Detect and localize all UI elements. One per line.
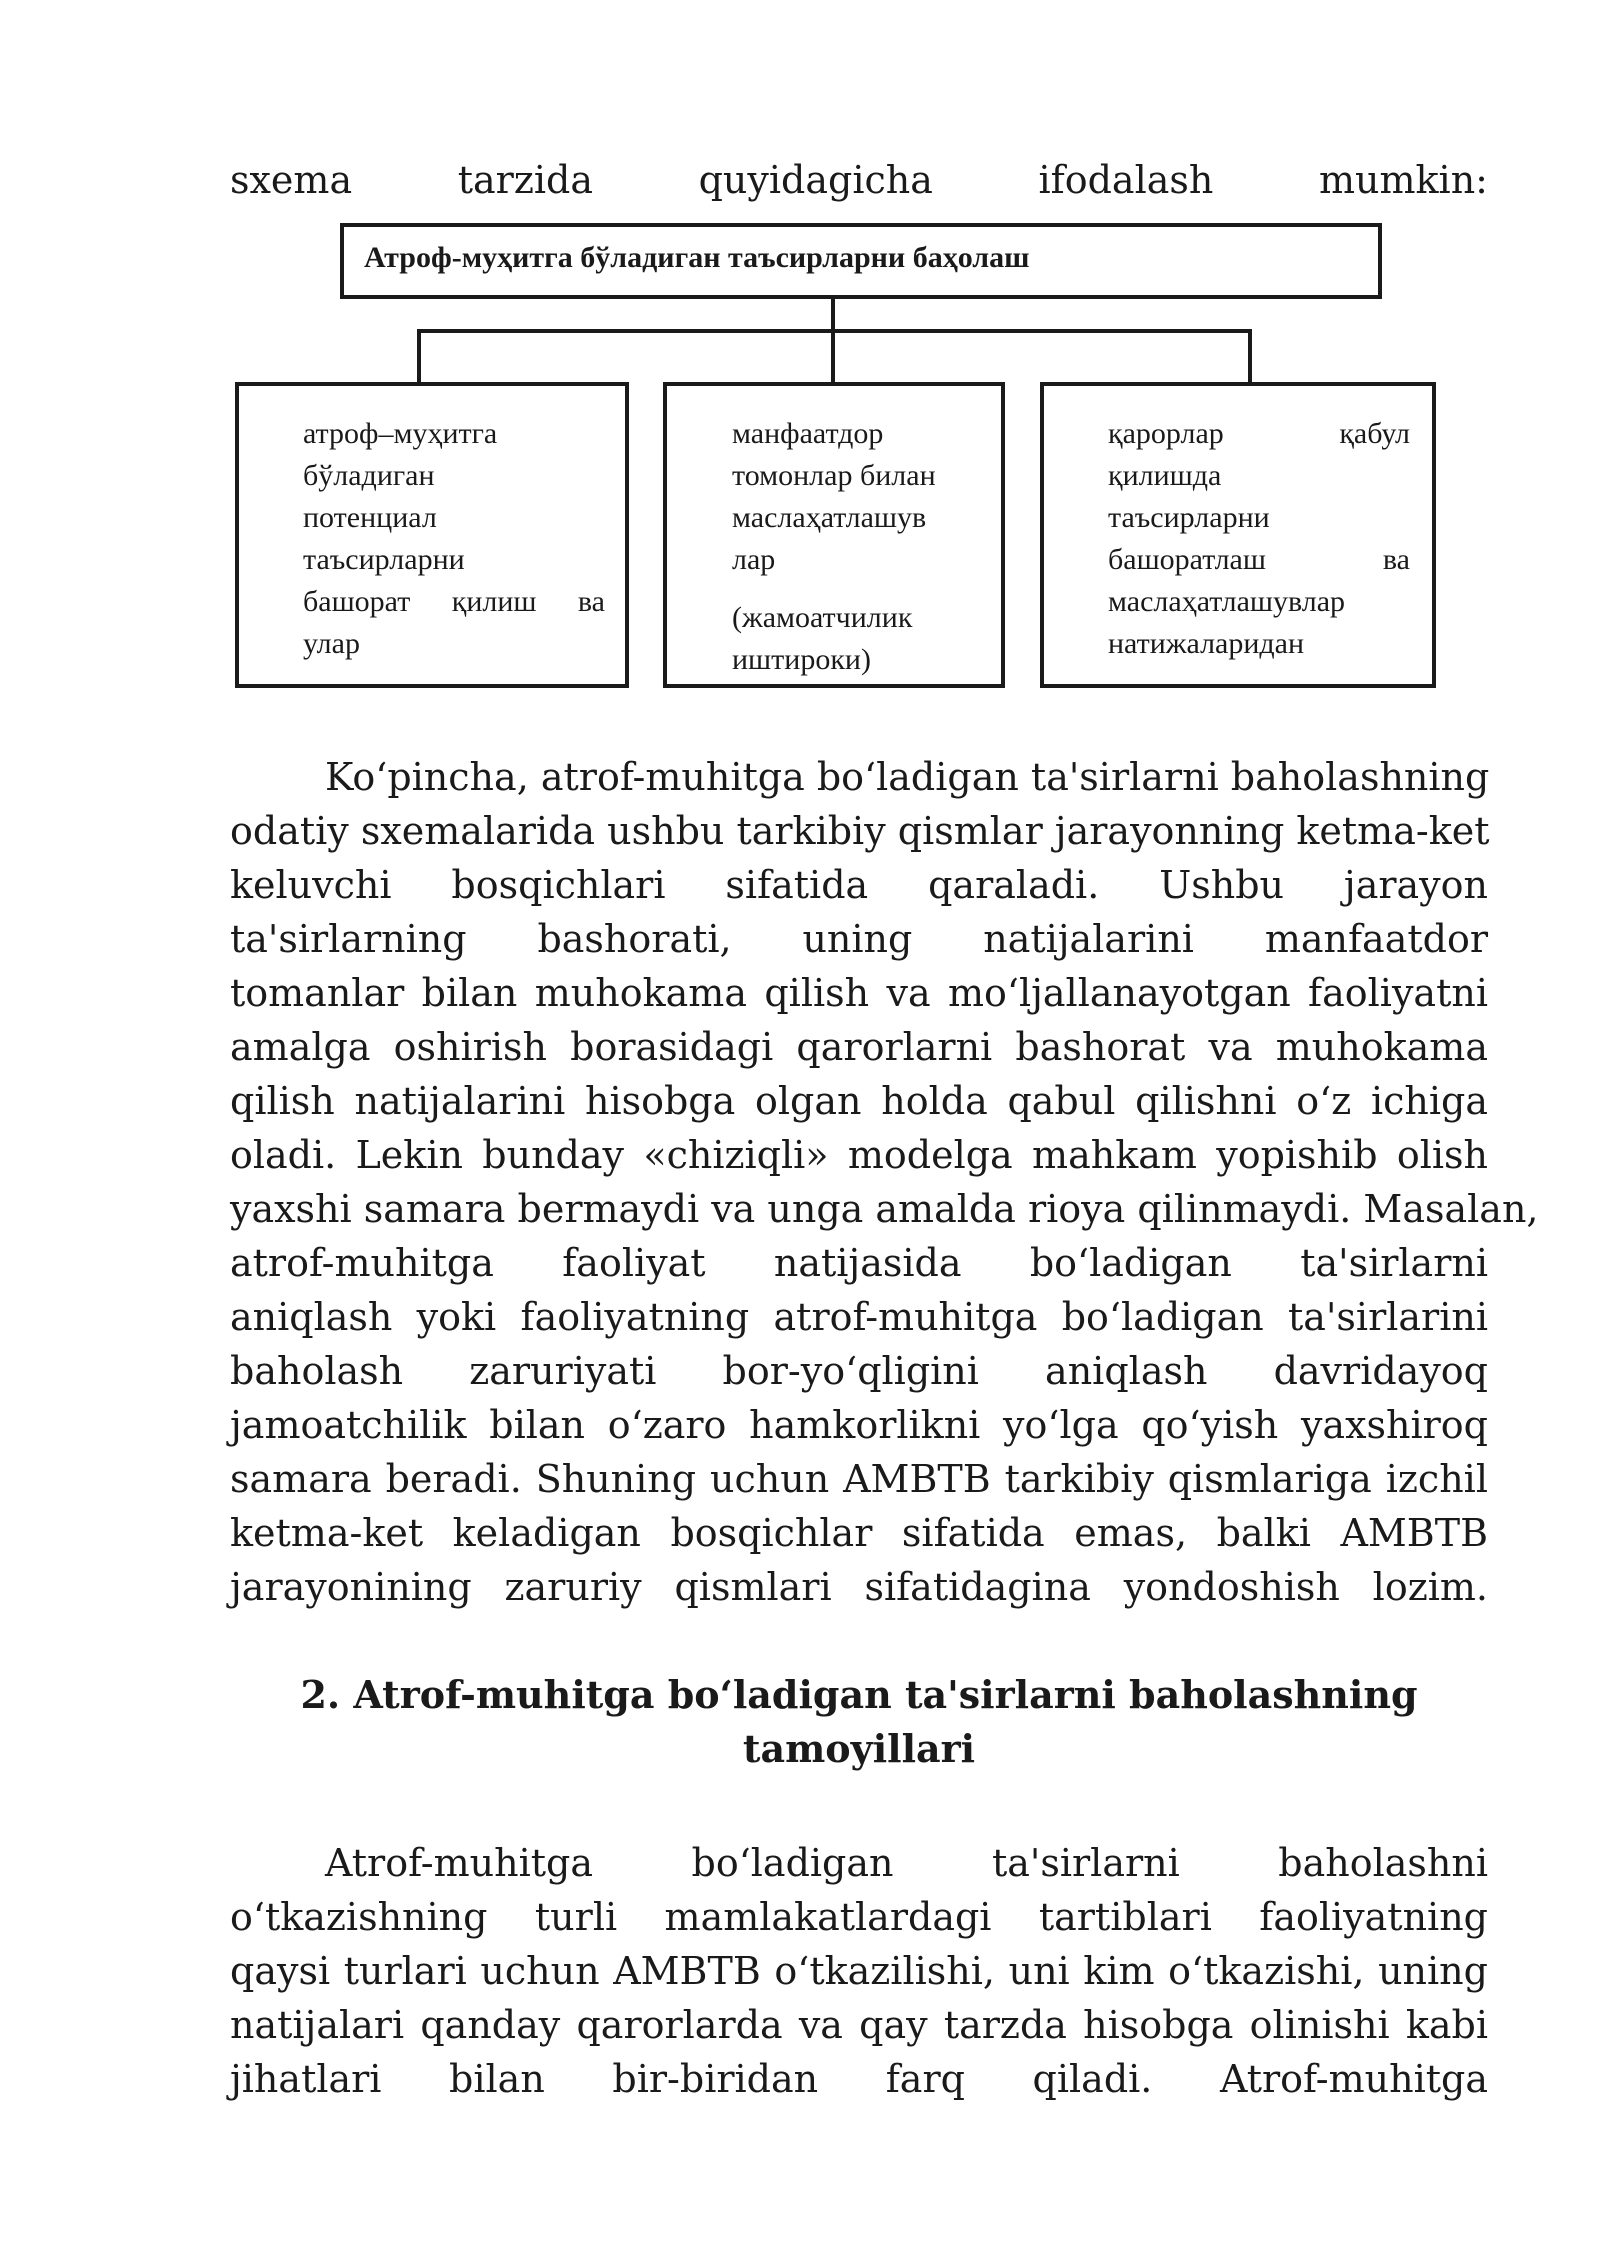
paragraph-line: yaxshi samara bermaydi va unga amalda rioya qilinmaydi. Masalan,	[230, 1187, 1539, 1231]
paragraph-line: jarayonining zaruriy qismlari sifatidagina yondoshish lozim.	[230, 1565, 1488, 1609]
heading-line: tamoyillari	[742, 1726, 976, 1771]
paragraph-line: odatiy sxemalarida ushbu tarkibiy qismlar jarayonning ketma-ket	[230, 809, 1490, 853]
box1-line: атроф–муҳитга	[303, 417, 498, 450]
box2-line: (жамоатчилик	[732, 601, 913, 634]
paragraph-line: amalga oshirish borasidagi qarorlarni bashorat va muhokama	[230, 1025, 1488, 1069]
box2-line: лар	[732, 543, 776, 576]
paragraph-line: oladi. Lekin bunday «chiziqli» modelga mahkam yopishib olish	[230, 1133, 1488, 1177]
box3-line: қарорлар қабул	[1108, 417, 1410, 450]
connector-left	[417, 329, 421, 384]
connector-right	[1248, 329, 1252, 384]
scheme-diagram	[0, 0, 1600, 720]
paragraph-line: jihatlari bilan bir-biridan farq qiladi. Atrof-muhitga	[230, 2057, 1488, 2101]
paragraph-line: tomanlar bilan muhokama qilish va moʻljallanayotgan faoliyatni	[230, 971, 1488, 1015]
paragraph-line: baholash zaruriyati bor-yoʻqligini aniqlash davridayoq	[230, 1349, 1488, 1393]
intro-line: sxema tarzida quyidagicha ifodalash mumkin:	[230, 158, 1488, 202]
box1-line: потенциал	[303, 501, 437, 534]
box3-line: қилишда	[1108, 459, 1222, 492]
box1-line: улар	[303, 627, 360, 660]
paragraph-line: qaysi turlari uchun AMBTB oʻtkazilishi, uni kim oʻtkazishi, uning	[230, 1949, 1488, 1993]
box2-line: маслаҳатлашув	[732, 501, 927, 534]
box1-line: башорат қилиш ва	[303, 585, 605, 618]
box2-line: манфаатдор	[732, 417, 884, 450]
box3-line: натижаларидан	[1108, 627, 1305, 660]
paragraph-line: jamoatchilik bilan oʻzaro hamkorlikni yoʻlga qoʻyish yaxshiroq	[230, 1403, 1488, 1447]
paragraph-line: qilish natijalarini hisobga olgan holda qabul qilishni oʻz ichiga	[230, 1079, 1488, 1123]
paragraph-line: ta'sirlarning bashorati, uning natijalarini manfaatdor	[230, 917, 1488, 961]
paragraph-line: Atrof-muhitga boʻladigan ta'sirlarni baholashni	[325, 1841, 1488, 1885]
diagram-top-title: Атроф-муҳитга бўладиган таъсирларни баҳолаш	[364, 241, 1030, 274]
diagram-top-box	[340, 223, 1382, 299]
heading-line: 2. Atrof-muhitga boʻladigan ta'sirlarni baholashning	[300, 1672, 1418, 1717]
box1-line: бўладиган	[303, 459, 435, 492]
paragraph-line: samara beradi. Shuning uchun AMBTB tarkibiy qismlariga izchil	[230, 1457, 1488, 1501]
box2-line: томонлар билан	[732, 459, 936, 492]
paragraph-line: atrof-muhitga faoliyat natijasida boʻladigan ta'sirlarni	[230, 1241, 1488, 1285]
paragraph-line: oʻtkazishning turli mamlakatlardagi tartiblari faoliyatning	[230, 1895, 1488, 1939]
box3-line: таъсирларни	[1108, 501, 1270, 534]
paragraph-line: ketma-ket keladigan bosqichlar sifatida emas, balki AMBTB	[230, 1511, 1488, 1555]
connector-stem	[831, 299, 835, 333]
paragraph-line: aniqlash yoki faoliyatning atrof-muhitga boʻladigan ta'sirlarini	[230, 1295, 1488, 1339]
connector-middle	[831, 329, 835, 384]
box3-line: маслаҳатлашувлар	[1108, 585, 1346, 618]
box3-line: башоратлаш ва	[1108, 543, 1410, 576]
box2-line: иштироки)	[732, 643, 871, 676]
paragraph-line: Koʻpincha, atrof-muhitga boʻladigan ta'sirlarni baholashning	[325, 755, 1490, 799]
paragraph-line: natijalari qanday qarorlarda va qay tarzda hisobga olinishi kabi	[230, 2003, 1488, 2047]
box1-line: таъсирларни	[303, 543, 465, 576]
paragraph-line: keluvchi bosqichlari sifatida qaraladi. Ushbu jarayon	[230, 863, 1488, 907]
